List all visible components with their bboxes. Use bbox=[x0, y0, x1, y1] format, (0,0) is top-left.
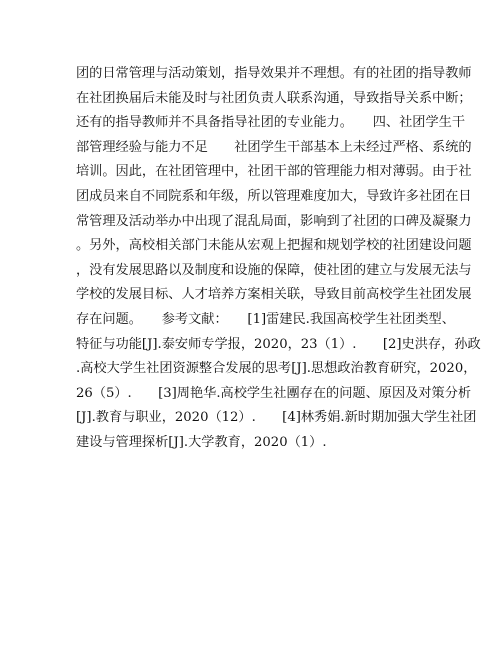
body-text bbox=[76, 62, 481, 456]
text-line: ，没有发展思路以及制度和设施的保障，使社团的建立与发展无法与 bbox=[76, 262, 472, 278]
text-line: 常管理及活动举办中出现了混乱局面，影响到了社团的口碑及凝聚力 bbox=[76, 213, 472, 229]
text-line: 学校的发展目标、人才培养方案相关联，导致目前高校学生社团发展 bbox=[76, 287, 472, 303]
text-line: 还有的指导教师并不具备指导社团的专业能力。 四、社团学生干 bbox=[76, 115, 466, 131]
text-line: 团成员来自不同院系和年级，所以管理难度加大，导致许多社团在日 bbox=[76, 188, 472, 204]
text-line: 26（5）. [3]周艳华.高校学生社團存在的问题、原因及对策分析 bbox=[76, 385, 472, 401]
text-line: 。另外，高校相关部门未能从宏观上把握和规划学校的社团建设问题 bbox=[76, 238, 472, 254]
text-line: 部管理经验与能力不足 社团学生干部基本上未经过严格、系统的 bbox=[76, 139, 472, 155]
text-line: 特征与功能[J].泰安师专学报，2020，23（1）. [2]史洪存，孙政 bbox=[76, 336, 481, 352]
text-line: 存在问题。 参考文献： [1]雷建民.我国高校学生社团类型、 bbox=[76, 311, 455, 327]
text-line: 培训。因此，在社团管理中，社团干部的管理能力相对薄弱。由于社 bbox=[76, 164, 472, 180]
text-line: 在社团换届后未能及时与社团负责人联系沟通，导致指导关系中断； bbox=[76, 90, 472, 106]
text-line: 团的日常管理与活动策划，指导效果并不理想。有的社团的指导教师 bbox=[76, 66, 472, 81]
text-line: [J].教育与职业，2020（12）. [4]林秀娟.新时期加强大学生社团 bbox=[76, 410, 477, 426]
text-line: 建设与管理探析[J].大学教育，2020（1）. bbox=[76, 434, 327, 450]
text-line: .高校大学生社团资源整合发展的思考[J].思想政治教育研究，2020， bbox=[76, 361, 477, 377]
